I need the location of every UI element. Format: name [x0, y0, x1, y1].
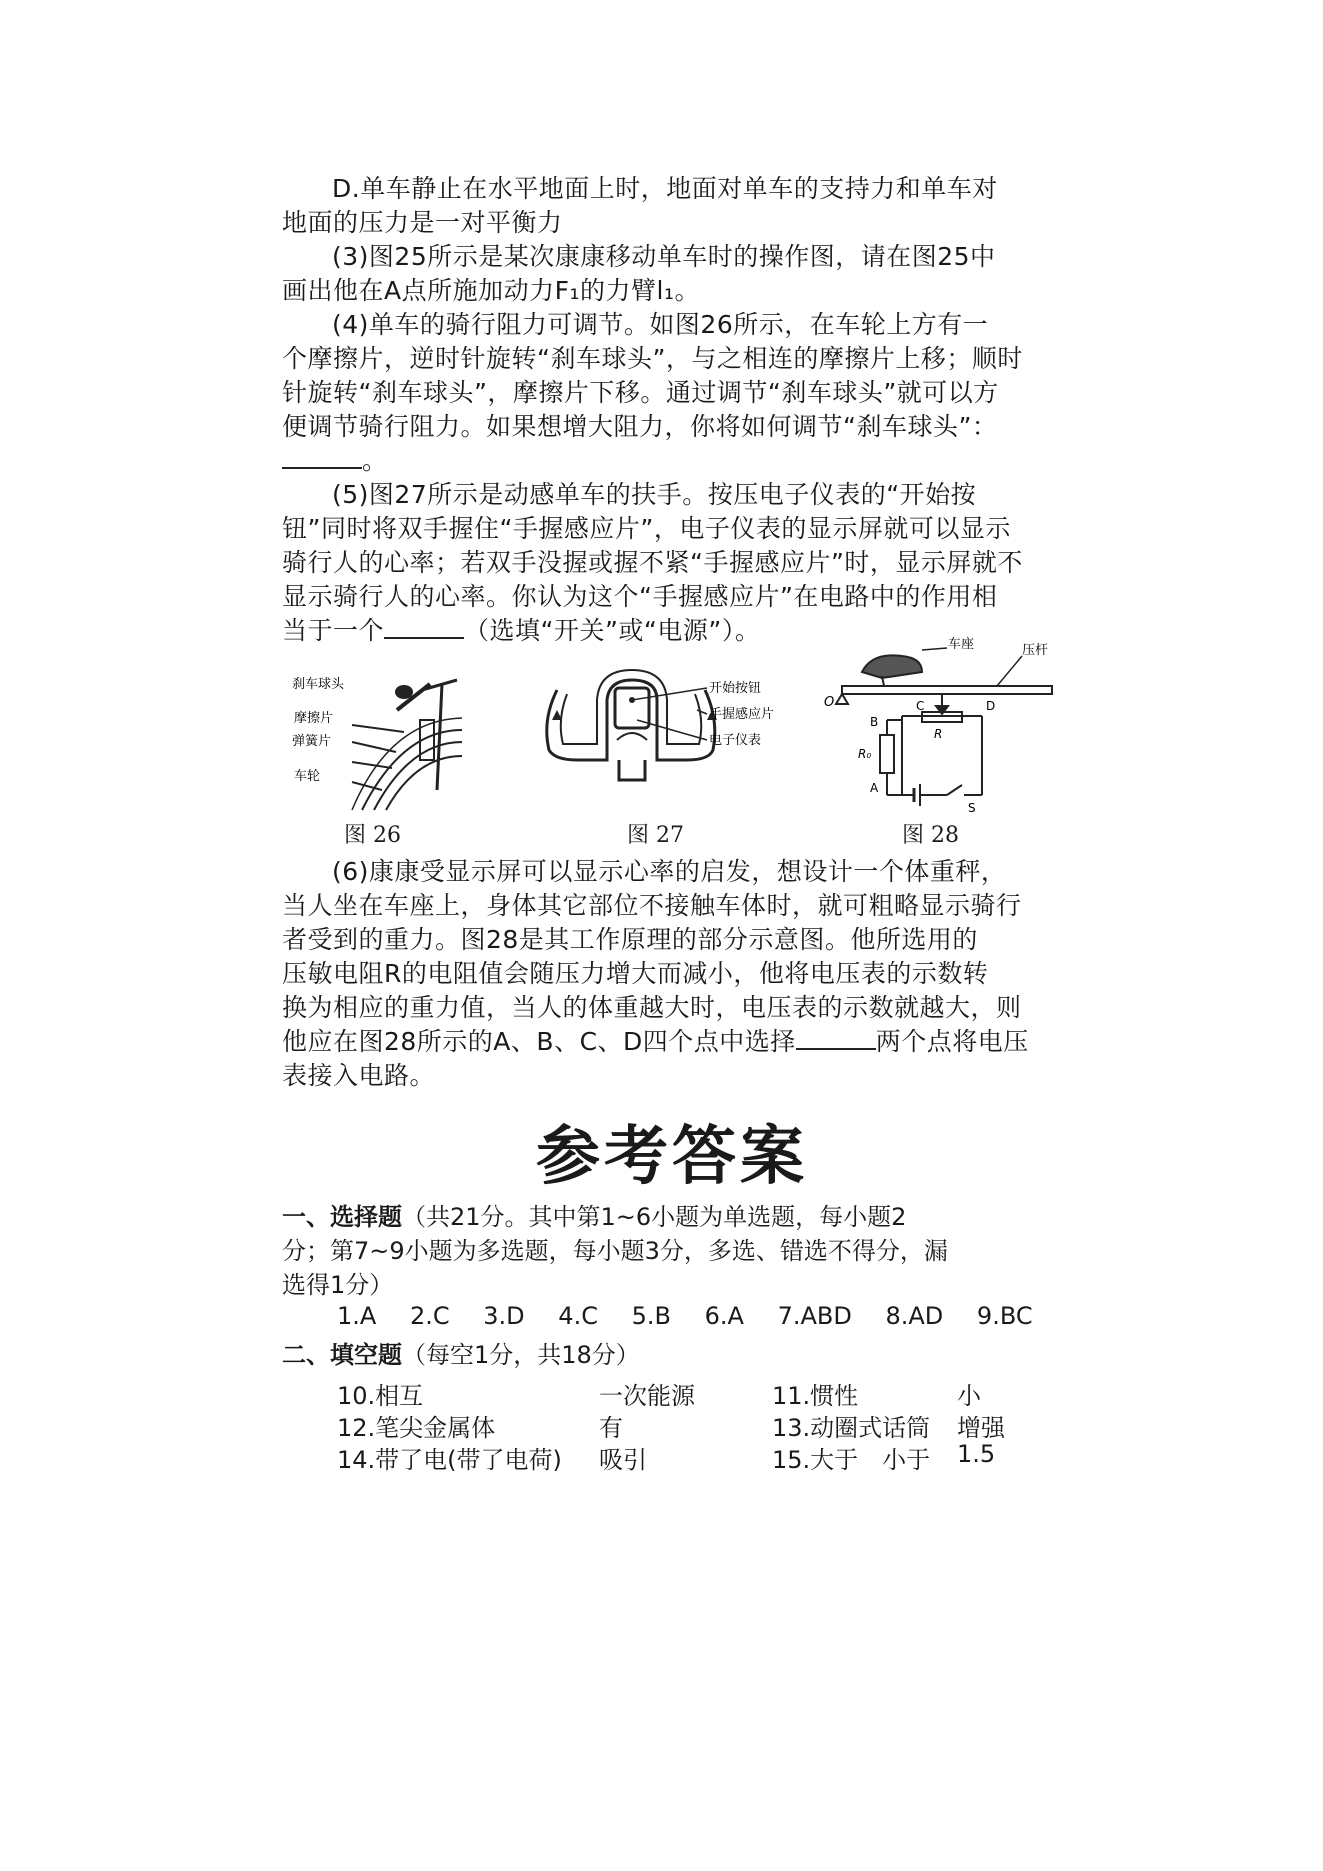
fill-answer: 一次能源: [599, 1382, 695, 1410]
mc-answer: 6.A: [704, 1302, 744, 1330]
fill-answer: 10.相互: [337, 1382, 424, 1410]
answers-heading: 参考答案: [536, 1120, 808, 1194]
answers-section-2-header: [282, 1338, 1062, 1372]
question-3: [282, 240, 1062, 308]
q6-line3: 者受到的重力。图28是其工作原理的部分示意图。他所选用的: [282, 925, 978, 954]
answer-blank-q6[interactable]: [796, 1026, 876, 1050]
figure-28-diagram: [822, 630, 1062, 815]
figure-26-caption: 图 26: [344, 823, 401, 848]
q5-line5-post: （选填“开关”或“电源”）。: [464, 616, 761, 645]
q5-line4: 显示骑行人的心率。你认为这个“手握感应片”在电路中的作用相: [282, 582, 998, 611]
mc-answer: 2.C: [409, 1302, 450, 1330]
fill-answer: 1.5: [957, 1440, 996, 1468]
fig26-label-brake-knob: 刹车球头: [292, 677, 345, 692]
q6-line5: 换为相应的重力值，当人的体重越大时，电压表的示数就越大，则: [282, 993, 1022, 1022]
fig28-label-o: O: [824, 695, 835, 710]
figure-26-diagram: [292, 670, 462, 810]
section-2-title: 二、填空题: [282, 1341, 402, 1369]
fig26-label-spring: 弹簧片: [292, 734, 332, 749]
fig27-label-hand-sensor: 手握感应片: [709, 707, 775, 722]
fill-answer: 11.惯性: [772, 1382, 859, 1410]
fig28-label-s: S: [968, 801, 976, 815]
fill-answer: 增强: [957, 1414, 1005, 1442]
mc-answer: 5.B: [631, 1302, 671, 1330]
fig28-label-a: A: [870, 781, 879, 795]
mc-answer: 8.AD: [885, 1302, 944, 1330]
fig27-label-start-button: 开始按钮: [709, 681, 762, 696]
fill-answer: 14.带了电(带了电荷): [337, 1446, 562, 1474]
section-1-note-line1: （共21分。其中第1~6小题为单选题，每小题2: [402, 1203, 907, 1231]
figure-28-caption: 图 28: [902, 823, 959, 848]
fig28-label-seat: 车座: [948, 637, 975, 652]
section-1-title: 一、选择题: [282, 1203, 402, 1231]
fig28-label-c: C: [916, 699, 925, 713]
fill-answer: 13.动圈式话筒: [772, 1414, 931, 1442]
question-4: [282, 308, 1062, 478]
section-1-note-line2: 分；第7~9小题为多选题，每小题3分，多选、错选不得分，漏: [282, 1237, 948, 1265]
q4-line1: (4)单车的骑行阻力可调节。如图26所示，在车轮上方有一: [332, 310, 989, 339]
mc-answer: 4.C: [558, 1302, 598, 1330]
fill-answer: 吸引: [599, 1446, 647, 1474]
fig28-label-d: D: [986, 699, 996, 713]
q3-line1: (3)图25所示是某次康康移动单车时的操作图，请在图25中: [332, 242, 996, 271]
q3-line2: 画出他在A点所施加动力F₁的力臂l₁。: [282, 276, 700, 305]
mc-answers: [337, 1302, 1059, 1330]
fill-answer: 15.大于 小于: [772, 1446, 931, 1474]
answers-section-1: [282, 1200, 1062, 1302]
q5-line1: (5)图27所示是动感单车的扶手。按压电子仪表的“开始按: [332, 480, 977, 509]
section-2-note: （每空1分，共18分）: [402, 1341, 640, 1369]
option-d: [282, 172, 1062, 240]
q6-line6-post: 两个点将电压: [875, 1027, 1029, 1056]
q6-line4: 压敏电阻R的电阻值会随压力增大而减小，他将电压表的示数转: [282, 959, 989, 988]
fill-answer: 有: [599, 1414, 623, 1442]
q4-line2: 个摩擦片，逆时针旋转“刹车球头”，与之相连的摩擦片上移；顺时: [282, 344, 1023, 373]
option-d-line1: D.单车静止在水平地面上时，地面对单车的支持力和单车对: [332, 174, 998, 203]
figure-27-caption: 图 27: [627, 823, 684, 848]
q5-line3: 骑行人的心率；若双手没握或握不紧“手握感应片”时，显示屏就不: [282, 548, 1023, 577]
fig26-label-friction-pad: 摩擦片: [294, 711, 334, 726]
fig28-label-r0: R₀: [858, 747, 872, 761]
fig28-label-r: R: [934, 727, 943, 741]
option-d-line2: 地面的压力是一对平衡力: [282, 208, 563, 237]
q4-line5-end: 。: [362, 446, 388, 475]
figures-row: [282, 630, 1062, 848]
figure-27-diagram: [537, 660, 775, 810]
mc-answer: 3.D: [483, 1302, 525, 1330]
fig28-label-b: B: [870, 715, 879, 729]
answer-blank-q4[interactable]: [282, 445, 362, 469]
question-6: [282, 855, 1062, 1093]
q5-line2: 钮”同时将双手握住“手握感应片”，电子仪表的显示屏就可以显示: [282, 514, 1011, 543]
mc-answer: 1.A: [337, 1302, 377, 1330]
fill-answer: 小: [957, 1382, 981, 1410]
q4-line4: 便调节骑行阻力。如果想增大阻力，你将如何调节“刹车球头”：: [282, 412, 998, 441]
q6-line6-pre: 他应在图28所示的A、B、C、D四个点中选择: [282, 1027, 796, 1056]
fig26-label-wheel: 车轮: [294, 769, 321, 784]
mc-answer: 9.BC: [976, 1302, 1033, 1330]
q5-line5-pre: 当于一个: [282, 616, 385, 645]
mc-answer: 7.ABD: [777, 1302, 852, 1330]
section-1-note-line3: 选得1分）: [282, 1271, 394, 1299]
fill-answer: 12.笔尖金属体: [337, 1414, 496, 1442]
q6-line2: 当人坐在车座上，身体其它部位不接触车体时，就可粗略显示骑行: [282, 891, 1022, 920]
q4-line3: 针旋转“刹车球头”，摩擦片下移。通过调节“刹车球头”就可以方: [282, 378, 999, 407]
q6-line1: (6)康康受显示屏可以显示心率的启发，想设计一个体重秤，: [332, 857, 1007, 886]
question-5: [282, 478, 1062, 648]
q6-line7: 表接入电路。: [282, 1061, 436, 1090]
fig27-label-meter: 电子仪表: [709, 733, 762, 748]
fig28-label-lever: 压杆: [1022, 643, 1049, 658]
